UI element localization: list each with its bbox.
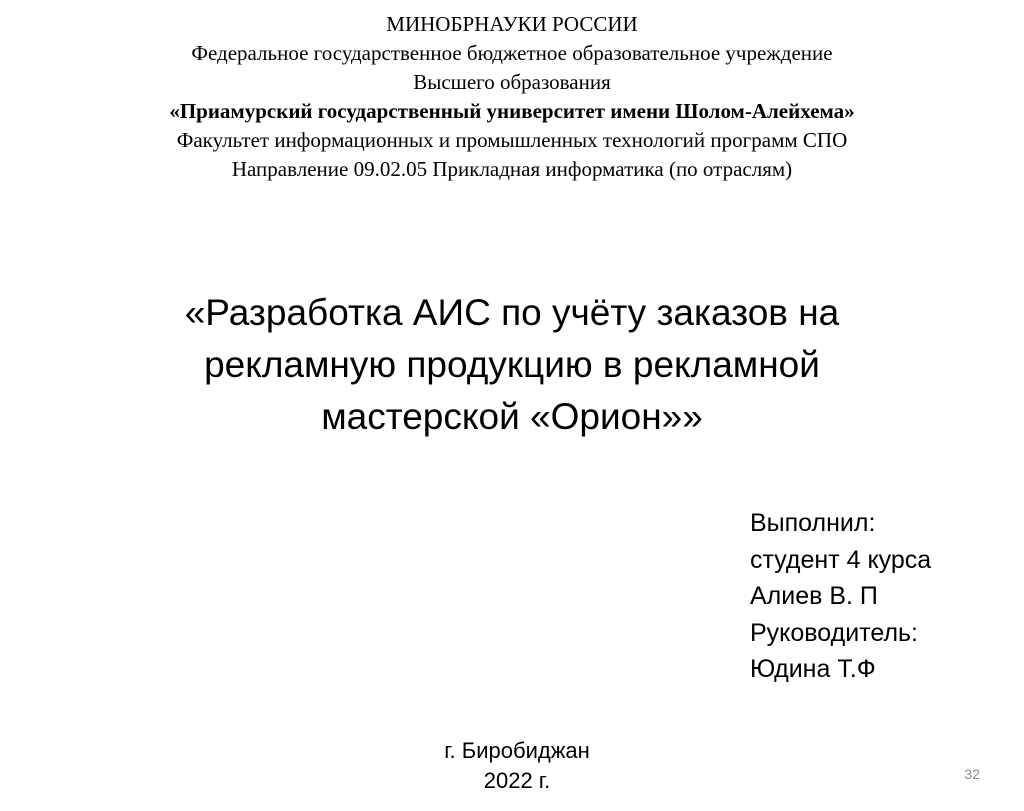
university-name: «Приамурский государственный университет имени Шолом-Алейхема» <box>169 99 855 123</box>
institution-type-line: Федеральное государственное бюджетное образовательное учреждение <box>191 41 833 65</box>
supervisor-label: Руководитель: <box>750 618 919 647</box>
student-course: студент 4 курса <box>750 545 932 574</box>
faculty-line: Факультет информационных и промышленных технологий программ СПО <box>176 128 848 152</box>
student-name: Алиев В. П <box>750 582 878 610</box>
title-line-1: «Разработка АИС по учёту заказов на <box>184 292 840 333</box>
direction-line: Направление 09.02.05 Прикладная информатика (по отраслям) <box>231 157 793 181</box>
year: 2022 г. <box>483 768 551 793</box>
document-title <box>112 287 912 443</box>
author-block <box>750 505 1010 688</box>
city: г. Биробиджан <box>444 738 590 763</box>
document-header <box>0 10 1024 184</box>
supervisor-name: Юдина Т.Ф <box>750 655 876 683</box>
ministry-line: МИНОБРНАУКИ РОССИИ <box>386 12 638 36</box>
title-line-2: рекламную продукцию в рекламной <box>204 344 820 385</box>
performed-label: Выполнил: <box>750 509 876 537</box>
title-line-3: мастерской «Орион»» <box>321 396 703 437</box>
document-footer <box>412 736 622 796</box>
page-number: 32 <box>964 766 980 782</box>
education-level-line: Высшего образования <box>413 70 611 94</box>
